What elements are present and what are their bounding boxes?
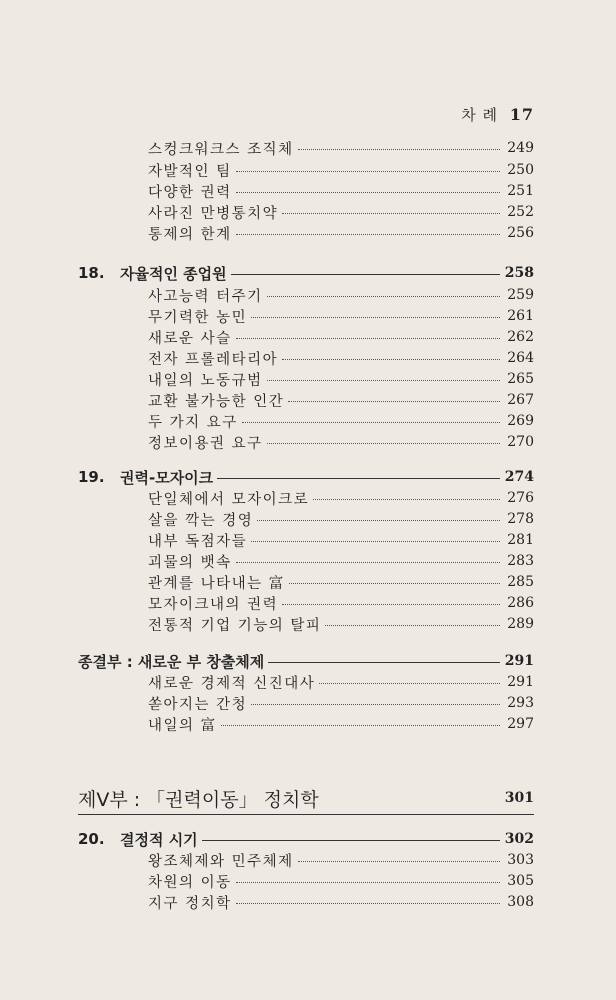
toc-entry[interactable] (148, 305, 534, 327)
header-page-number: 17 (509, 105, 534, 124)
entry-page: 289 (507, 616, 534, 632)
entry-title: 두 가지 요구 (148, 414, 238, 431)
leader-dots (236, 234, 500, 235)
chapter-number: 20. (78, 830, 105, 848)
leader-dots (221, 725, 500, 726)
leader-dots (251, 541, 500, 542)
toc-entry[interactable] (148, 891, 534, 913)
leader-dots (298, 861, 500, 862)
entry-page: 261 (507, 308, 534, 324)
leader-dots (236, 171, 500, 172)
entry-title: 사라진 만병통치약 (148, 205, 279, 222)
toc-entry[interactable] (148, 671, 534, 693)
leader-dots (236, 338, 500, 339)
entry-page: 250 (507, 162, 534, 178)
entry-page: 297 (507, 716, 534, 732)
chapter-number: 18. (78, 264, 105, 282)
leader-dots (236, 562, 500, 563)
toc-entry[interactable] (148, 347, 534, 369)
leader-dots (325, 625, 500, 626)
part-5-heading[interactable] (78, 782, 534, 815)
leader-dots (313, 499, 500, 500)
leader-line (231, 274, 500, 275)
leader-dots (236, 882, 500, 883)
toc-entry[interactable] (148, 692, 534, 714)
entry-title: 자발적인 팀 (148, 163, 232, 180)
leader-dots (282, 604, 500, 605)
entry-title: 단일체에서 모자이크로 (148, 491, 310, 508)
entry-title: 다양한 권력 (148, 184, 232, 201)
page-header (461, 104, 534, 125)
entry-title: 관계를 나타내는 富 (148, 575, 285, 592)
leader-dots (267, 443, 500, 444)
chapter-20-heading[interactable] (78, 828, 534, 850)
entry-page: 303 (507, 852, 534, 868)
entry-page: 269 (507, 413, 534, 429)
entry-title: 전자 프롤레타리아 (148, 351, 279, 368)
toc-entry[interactable] (148, 592, 534, 614)
entry-title: 새로운 사슬 (148, 330, 232, 347)
toc-entry[interactable] (148, 870, 534, 892)
toc-entry[interactable] (148, 137, 534, 159)
entry-title: 정보이용권 요구 (148, 435, 263, 452)
leader-dots (282, 213, 500, 214)
toc-entry[interactable] (148, 529, 534, 551)
entry-title: 차원의 이동 (148, 874, 232, 891)
entry-page: 270 (507, 434, 534, 450)
leader-dots (236, 192, 500, 193)
leader-dots (242, 422, 500, 423)
entry-title: 내일의 노동규범 (148, 372, 263, 389)
chapter-page: 274 (504, 469, 534, 485)
leader-line (202, 840, 500, 841)
toc-entry[interactable] (148, 201, 534, 223)
entry-title: 내일의 富 (148, 717, 217, 734)
leader-dots (298, 149, 500, 150)
entry-page: 259 (507, 287, 534, 303)
entry-title: 지구 정치학 (148, 895, 232, 912)
toc-entry[interactable] (148, 571, 534, 593)
entry-title: 무기력한 농민 (148, 309, 248, 326)
chapter-page: 291 (504, 653, 534, 669)
leader-dots (251, 704, 500, 705)
leader-dots (236, 903, 500, 904)
chapter-title: 권력-모자이크 (120, 468, 214, 487)
entry-page: 281 (507, 532, 534, 548)
leader-dots (282, 359, 500, 360)
entry-title: 괴물의 뱃속 (148, 554, 232, 571)
entry-title: 통제의 한계 (148, 226, 232, 243)
entry-title: 쏟아지는 간청 (148, 696, 248, 713)
header-label: 차 례 (461, 106, 498, 124)
entry-page: 286 (507, 595, 534, 611)
toc-entry[interactable] (148, 550, 534, 572)
chapter-19-heading[interactable] (78, 466, 534, 488)
chapter-title: 자율적인 종업원 (120, 264, 227, 283)
entry-page: 308 (507, 894, 534, 910)
chapter-number: 19. (78, 468, 105, 486)
entry-page: 251 (507, 183, 534, 199)
toc-entry[interactable] (148, 508, 534, 530)
entry-page: 293 (507, 695, 534, 711)
entry-page: 267 (507, 392, 534, 408)
toc-entry[interactable] (148, 713, 534, 735)
toc-entry[interactable] (148, 180, 534, 202)
entry-page: 276 (507, 490, 534, 506)
entry-page: 305 (507, 873, 534, 889)
entry-title: 살을 깍는 경영 (148, 512, 254, 529)
toc-entry[interactable] (148, 222, 534, 244)
leader-line (268, 662, 500, 663)
toc-entry[interactable] (148, 431, 534, 453)
entry-page: 291 (507, 674, 534, 690)
toc-entry[interactable] (148, 849, 534, 871)
leader-dots (289, 583, 500, 584)
chapter-title: 종결부 : 새로운 부 창출체제 (78, 652, 265, 671)
entry-title: 스컹크워크스 조직체 (148, 141, 294, 158)
toc-entry[interactable] (148, 613, 534, 635)
toc-entry[interactable] (148, 284, 534, 306)
entry-page: 265 (507, 371, 534, 387)
entry-title: 전통적 기업 기능의 탈피 (148, 617, 322, 634)
toc-entry[interactable] (148, 368, 534, 390)
entry-page: 252 (507, 204, 534, 220)
toc-entry[interactable] (148, 389, 534, 411)
entry-title: 교환 불가능한 인간 (148, 393, 285, 410)
entry-title: 왕조체제와 민주체제 (148, 853, 294, 870)
leader-dots (288, 401, 500, 402)
entry-title: 내부 독점자들 (148, 533, 248, 550)
leader-dots (267, 296, 500, 297)
entry-page: 262 (507, 329, 534, 345)
leader-dots (267, 380, 500, 381)
toc-entry[interactable] (148, 410, 534, 432)
chapter-18-heading[interactable] (78, 262, 534, 284)
entry-title: 모자이크내의 권력 (148, 596, 279, 613)
leader-dots (319, 683, 500, 684)
entry-title: 사고능력 터주기 (148, 288, 263, 305)
entry-page: 278 (507, 511, 534, 527)
entry-page: 264 (507, 350, 534, 366)
part-page: 301 (504, 790, 534, 806)
entry-title: 새로운 경제적 신진대사 (148, 675, 316, 692)
toc-entry[interactable] (148, 487, 534, 509)
part-title: 제V부 : 「권력이동」 정치학 (78, 788, 319, 811)
chapter-page: 258 (504, 265, 534, 281)
leader-dots (251, 317, 500, 318)
entry-page: 249 (507, 140, 534, 156)
toc-entry[interactable] (148, 159, 534, 181)
leader-dots (257, 520, 500, 521)
entry-page: 285 (507, 574, 534, 590)
chapter-page: 302 (504, 831, 534, 847)
entry-page: 256 (507, 225, 534, 241)
toc-entry[interactable] (148, 326, 534, 348)
chapter-title: 결정적 시기 (120, 830, 198, 849)
finale-heading[interactable] (78, 650, 534, 672)
entry-page: 283 (507, 553, 534, 569)
leader-line (217, 478, 500, 479)
